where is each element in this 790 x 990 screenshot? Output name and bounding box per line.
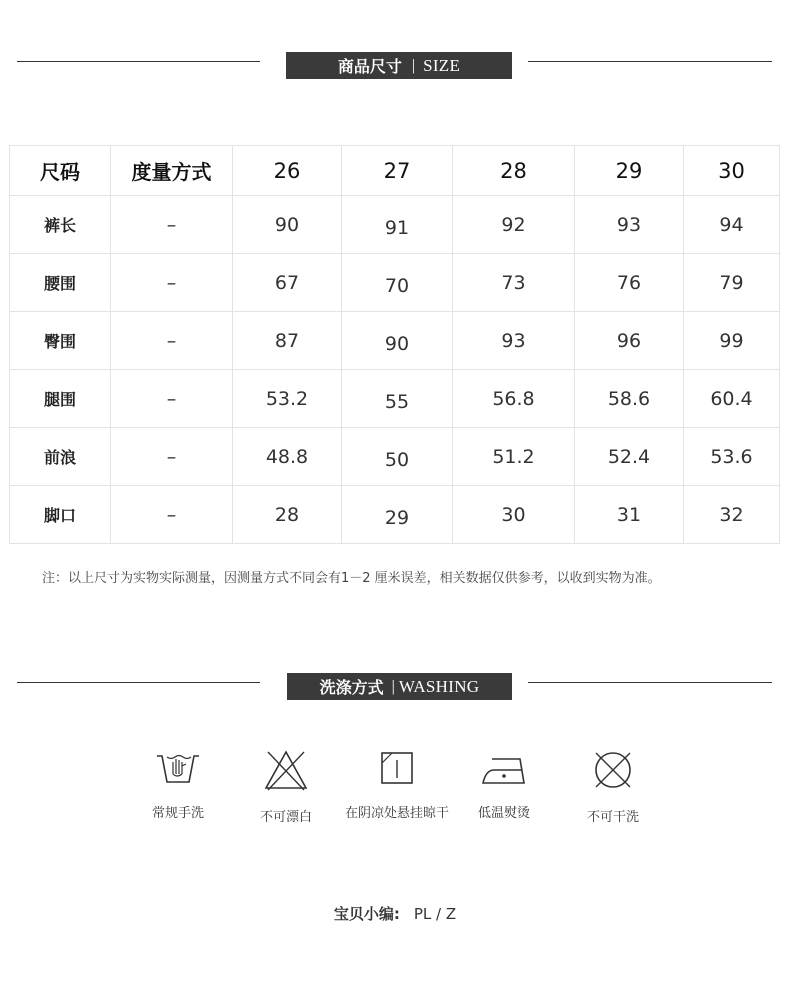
- table-row: [10, 486, 780, 544]
- table-cell: 29: [342, 486, 453, 544]
- table-cell: 73: [453, 254, 575, 312]
- row-label: 腿围: [10, 370, 111, 428]
- table-cell: 93: [575, 196, 684, 254]
- measurement-note: 注：以上尺寸为实物实际测量，因测量方式不同会有1－2 厘米误差，相关数据仅供参考，以收到实物为准。: [42, 571, 661, 586]
- care-caption: 在阴凉处悬挂晾干: [344, 806, 449, 821]
- row-label: 臀围: [10, 312, 111, 370]
- table-cell: 50: [342, 428, 453, 486]
- table-cell: 30: [453, 486, 575, 544]
- header-size-label: 尺码: [10, 146, 111, 196]
- header-size-28: 28: [453, 146, 575, 196]
- table-row: [10, 370, 780, 428]
- editor-line: [0, 903, 790, 924]
- size-title-zh: 商品尺寸: [337, 57, 402, 76]
- row-label: 腰围: [10, 254, 111, 312]
- care-caption: 不可干洗: [586, 810, 639, 825]
- table-cell: 48.8: [233, 428, 342, 486]
- table-cell: 55: [342, 370, 453, 428]
- table-row: [10, 312, 780, 370]
- table-cell: 87: [233, 312, 342, 370]
- row-method: –: [111, 370, 233, 428]
- table-cell: 31: [575, 486, 684, 544]
- row-method: –: [111, 254, 233, 312]
- care-item-hand-wash: [118, 748, 238, 821]
- care-item-no-dry-clean: [553, 748, 673, 825]
- table-cell: 94: [684, 196, 780, 254]
- low-iron-icon: [444, 748, 564, 788]
- washing-title-zh: 洗涤方式: [319, 678, 384, 697]
- care-item-no-bleach: [226, 748, 346, 825]
- table-cell: 53.2: [233, 370, 342, 428]
- drip-dry-shade-icon: [337, 748, 457, 788]
- table-cell: 56.8: [453, 370, 575, 428]
- table-cell: 32: [684, 486, 780, 544]
- table-cell: 52.4: [575, 428, 684, 486]
- care-item-drip-dry: [337, 748, 457, 821]
- row-method: –: [111, 312, 233, 370]
- washing-title-en: WASHING: [398, 676, 480, 696]
- size-title-separator: |: [411, 56, 416, 74]
- header-method-label: 度量方式: [111, 146, 233, 196]
- size-header-line-left: [17, 61, 260, 62]
- washing-header-line-left: [17, 682, 260, 683]
- table-cell: 93: [453, 312, 575, 370]
- table-cell: 96: [575, 312, 684, 370]
- size-title-en: SIZE: [423, 55, 461, 75]
- editor-label: 宝贝小编:: [333, 905, 400, 923]
- size-section-banner: [286, 52, 512, 79]
- table-cell: 90: [233, 196, 342, 254]
- editor-value: PL / Z: [413, 905, 457, 923]
- header-size-30: 30: [684, 146, 780, 196]
- table-cell: 51.2: [453, 428, 575, 486]
- care-caption: 不可漂白: [259, 810, 312, 825]
- table-cell: 90: [342, 312, 453, 370]
- washing-title-separator: |: [391, 677, 395, 695]
- row-label: 脚口: [10, 486, 111, 544]
- no-dry-clean-icon: [553, 748, 673, 792]
- table-cell: 28: [233, 486, 342, 544]
- row-method: –: [111, 196, 233, 254]
- size-table-header-row: [10, 146, 780, 196]
- care-caption: 常规手洗: [151, 806, 204, 821]
- washing-header-line-right: [528, 682, 772, 683]
- table-cell: 92: [453, 196, 575, 254]
- table-cell: 91: [342, 196, 453, 254]
- size-table: [9, 145, 780, 544]
- row-label: 前浪: [10, 428, 111, 486]
- table-cell: 53.6: [684, 428, 780, 486]
- no-bleach-icon: [226, 748, 346, 792]
- care-caption: 低温熨烫: [477, 806, 530, 821]
- header-size-29: 29: [575, 146, 684, 196]
- table-cell: 67: [233, 254, 342, 312]
- header-size-26: 26: [233, 146, 342, 196]
- washing-section-banner: [287, 673, 512, 700]
- table-cell: 70: [342, 254, 453, 312]
- table-cell: 99: [684, 312, 780, 370]
- table-row: [10, 196, 780, 254]
- header-size-27: 27: [342, 146, 453, 196]
- table-cell: 79: [684, 254, 780, 312]
- table-cell: 76: [575, 254, 684, 312]
- size-header-line-right: [528, 61, 772, 62]
- table-row: [10, 254, 780, 312]
- table-cell: 58.6: [575, 370, 684, 428]
- row-method: –: [111, 486, 233, 544]
- hand-wash-icon: [118, 748, 238, 788]
- row-method: –: [111, 428, 233, 486]
- row-label: 裤长: [10, 196, 111, 254]
- table-row: [10, 428, 780, 486]
- care-item-low-iron: [444, 748, 564, 821]
- table-cell: 60.4: [684, 370, 780, 428]
